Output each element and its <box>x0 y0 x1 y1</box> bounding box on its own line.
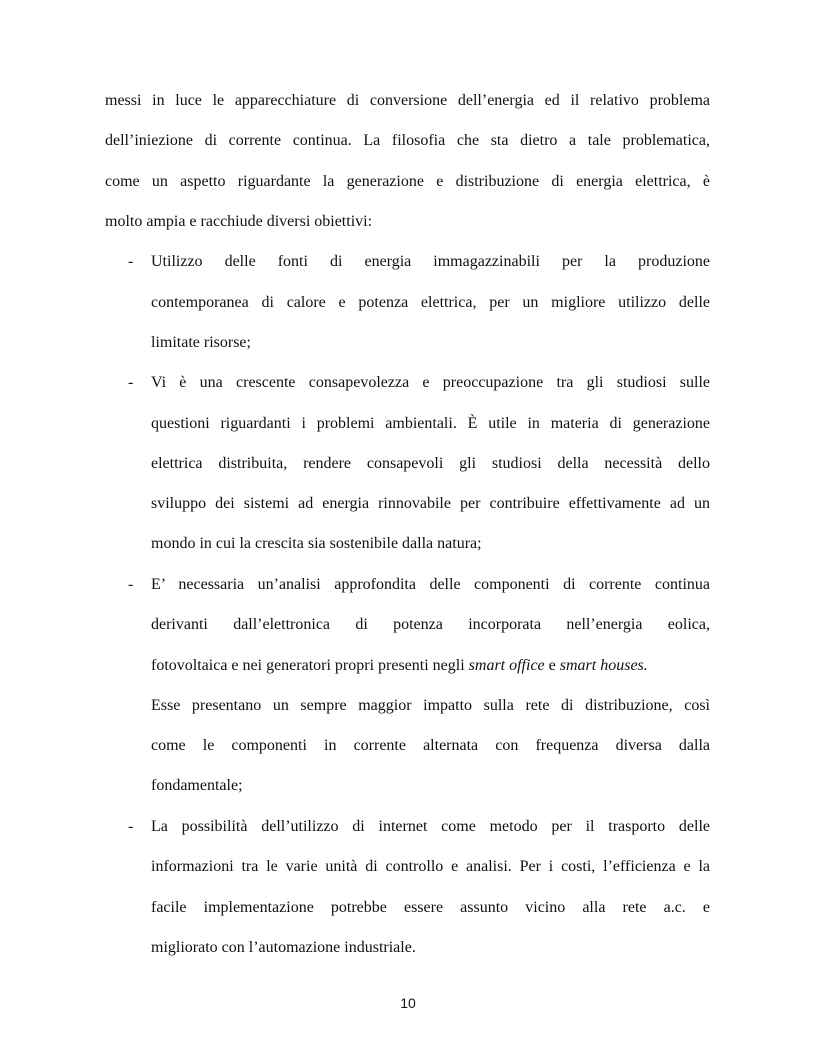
bullet-line: E’ necessaria un’analisi approfondita delle componenti di corrente continua <box>151 576 710 593</box>
bullet-line: migliorato con l’automazione industriale. <box>151 939 416 956</box>
bullet-line-prefix: fotovoltaica e nei generatori propri presenti negli <box>151 657 469 674</box>
bullet-line: fondamentale; <box>151 777 243 794</box>
bullet-line: Utilizzo delle fonti di energia immagazzinabili per la produzione <box>151 253 710 270</box>
italic-term: smart houses. <box>559 657 648 674</box>
bullet-line: come le componenti in corrente alternata con frequenza diversa dalla <box>151 737 710 754</box>
bullet-marker: - <box>128 818 134 835</box>
bullet-line-with-italics <box>151 656 648 676</box>
bullet-marker: - <box>128 253 134 270</box>
bullet-line: La possibilità dell’utilizzo di internet come metodo per il trasporto delle <box>151 818 710 835</box>
intro-line: dell’iniezione di corrente continua. La filosofia che sta dietro a tale problematica, <box>105 132 710 149</box>
bullet-line-mid: e <box>544 657 560 674</box>
intro-line: messi in luce le apparecchiature di conversione dell’energia ed il relativo problema <box>105 92 710 109</box>
bullet-line: limitate risorse; <box>151 334 251 351</box>
bullet-line: mondo in cui la crescita sia sostenibile dalla natura; <box>151 535 482 552</box>
bullet-line: informazioni tra le varie unità di controllo e analisi. Per i costi, l’efficienza e la <box>151 858 710 875</box>
bullet-line: questioni riguardanti i problemi ambientali. È utile in materia di generazione <box>151 415 710 432</box>
page-number: 10 <box>400 995 416 1011</box>
bullet-line: derivanti dall’elettronica di potenza incorporata nell’energia eolica, <box>151 616 710 633</box>
bullet-line: Esse presentano un sempre maggior impatto sulla rete di distribuzione, così <box>151 697 710 714</box>
bullet-marker: - <box>128 374 134 391</box>
intro-line: come un aspetto riguardante la generazione e distribuzione di energia elettrica, è <box>105 173 710 190</box>
italic-term: smart office <box>468 657 545 674</box>
bullet-line: sviluppo dei sistemi ad energia rinnovabile per contribuire effettivamente ad un <box>151 495 710 512</box>
bullet-line: elettrica distribuita, rendere consapevoli gli studiosi della necessità dello <box>151 455 710 472</box>
bullet-marker: - <box>128 576 134 593</box>
bullet-line: facile implementazione potrebbe essere assunto vicino alla rete a.c. e <box>151 899 710 916</box>
bullet-line: contemporanea di calore e potenza elettrica, per un migliore utilizzo delle <box>151 294 710 311</box>
bullet-line: Vi è una crescente consapevolezza e preoccupazione tra gli studiosi sulle <box>151 374 710 391</box>
intro-line: molto ampia e racchiude diversi obiettivi: <box>105 213 373 230</box>
